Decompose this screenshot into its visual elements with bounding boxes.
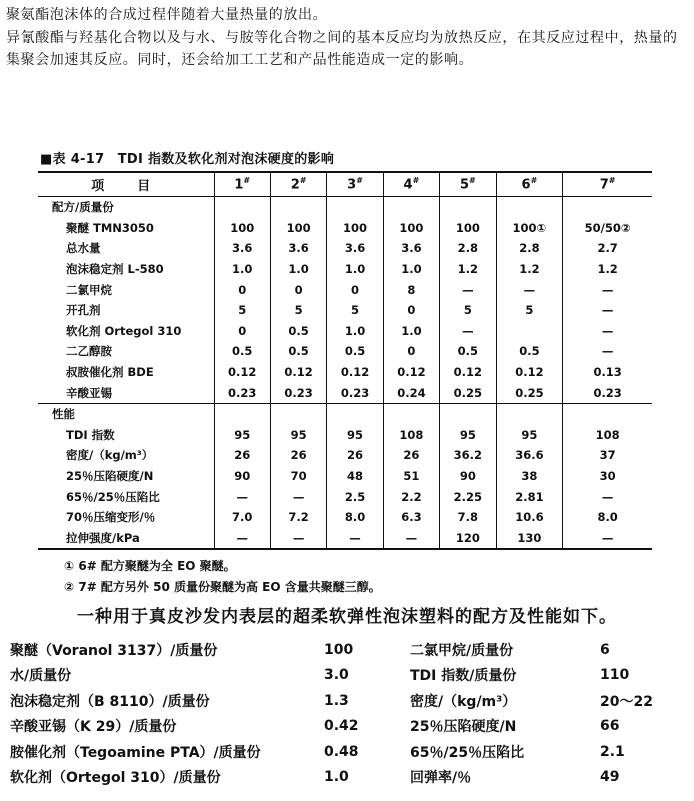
table-cell: 0.23 <box>214 382 270 403</box>
row-label: 25％压陷硬度/N <box>66 469 154 484</box>
table-cell: 95 <box>214 425 270 446</box>
table-cell: 0.23 <box>327 382 383 403</box>
table-cell: 26 <box>383 445 439 466</box>
table-row <box>38 425 652 446</box>
table-cell: 0.5 <box>270 321 326 342</box>
formula-item: 泡沫稳定剂（B 8110）/质量份 <box>10 693 210 710</box>
table-cell: 0.12 <box>383 362 439 383</box>
col-header: 1# <box>214 172 270 197</box>
formula-row <box>10 714 690 740</box>
formula-value: 0.48 <box>324 743 359 760</box>
property-item: 65％/25％压陷比 <box>410 744 525 761</box>
table-title: ■表 4-17 TDI 指数及软化剂对泡沫硬度的影响 <box>40 152 335 167</box>
table-row <box>38 507 652 528</box>
table-cell: 5 <box>270 300 326 321</box>
property-value: 49 <box>600 769 620 786</box>
property-value: 110 <box>600 667 630 684</box>
table-row <box>38 259 652 280</box>
table-cell: — <box>563 279 652 300</box>
table-cell: 5 <box>327 300 383 321</box>
formula-value: 0.42 <box>324 718 359 735</box>
table-cell: — <box>563 300 652 321</box>
table-cell: 26 <box>270 445 326 466</box>
header-label: 项 目 <box>38 172 214 197</box>
table-header-row <box>38 172 652 197</box>
table-cell: 7.0 <box>214 507 270 528</box>
table-cell: 0 <box>327 279 383 300</box>
row-label: 拉伸强度/kPa <box>38 528 214 550</box>
note-2: ② 7# 配方另外 50 质量份聚醚为高 EO 含量共聚醚三醇。 <box>64 580 381 594</box>
col-header: 6# <box>496 172 563 197</box>
formula-row <box>10 637 690 663</box>
section-cell <box>270 197 326 218</box>
row-label: 泡沫稳定剂 L-580 <box>66 262 164 277</box>
table-cell: — <box>496 279 563 300</box>
row-label: TDI 指数 <box>66 427 115 442</box>
table-cell: 95 <box>270 425 326 446</box>
table-cell: 1.2 <box>496 259 563 280</box>
table-row <box>38 528 652 550</box>
table-cell: 1.2 <box>440 259 496 280</box>
table-row <box>38 300 652 321</box>
table-cell: 5 <box>496 300 563 321</box>
table-cell: 0 <box>214 321 270 342</box>
section-label: 性能 <box>38 403 214 424</box>
table-cell: 0.25 <box>440 382 496 403</box>
table-cell: 36.2 <box>440 445 496 466</box>
table-cell: — <box>563 528 652 550</box>
section-cell <box>327 197 383 218</box>
row-label: 辛酸亚锡 <box>66 385 112 400</box>
table-cell: 2.2 <box>383 486 439 507</box>
section-cell <box>563 197 652 218</box>
row-label: 软化剂 Ortegol 310 <box>66 323 182 338</box>
formula-row <box>10 688 690 714</box>
row-label: 二氯甲烷 <box>66 282 112 297</box>
table-cell: 50/50② <box>563 218 652 239</box>
property-item: 回弹率/％ <box>410 770 472 787</box>
table-cell: 120 <box>440 528 496 550</box>
table-cell: 2.8 <box>440 238 496 259</box>
table-cell: 90 <box>440 466 496 487</box>
table-cell: 5 <box>440 300 496 321</box>
table-row <box>38 279 652 300</box>
formula-row <box>10 663 690 689</box>
formula-value: 100 <box>324 641 354 658</box>
row-label: 叔胺催化剂 BDE <box>66 365 154 380</box>
table-cell: 36.6 <box>496 445 563 466</box>
table-cell: 48 <box>327 466 383 487</box>
section-cell <box>270 403 326 424</box>
section-heading: 一种用于真皮沙发内表层的超柔软弹性泡沫塑料的配方及性能如下。 <box>77 607 617 627</box>
formula-item: 胺催化剂（Tegoamine PTA）/质量份 <box>10 744 261 761</box>
table-row <box>38 445 652 466</box>
property-value: 6 <box>600 641 610 658</box>
table-cell: 37 <box>563 445 652 466</box>
table-row <box>38 321 652 342</box>
table-cell: 0.5 <box>270 341 326 362</box>
section-cell <box>383 197 439 218</box>
table-cell: 3.6 <box>270 238 326 259</box>
formula-row <box>10 765 690 791</box>
formula-row <box>10 739 690 765</box>
table-cell: 100① <box>496 218 563 239</box>
table-cell: 38 <box>496 466 563 487</box>
table-cell: 0.12 <box>214 362 270 383</box>
table-cell: 6.3 <box>383 507 439 528</box>
table-cell: 0.23 <box>563 382 652 403</box>
table-cell: 1.0 <box>270 259 326 280</box>
table-cell: 95 <box>327 425 383 446</box>
table-cell: — <box>440 321 496 342</box>
property-item: 25％压陷硬度/N <box>410 719 517 736</box>
property-item: 二氯甲烷/质量份 <box>410 642 514 659</box>
formula-value: 3.0 <box>324 667 349 684</box>
section-cell <box>214 197 270 218</box>
table-cell: 30 <box>563 466 652 487</box>
table-row <box>38 486 652 507</box>
col-header: 2# <box>270 172 326 197</box>
table-cell: 10.6 <box>496 507 563 528</box>
table-cell: 5 <box>214 300 270 321</box>
row-label: 总水量 <box>66 241 101 256</box>
tdi-softener-table <box>38 171 652 550</box>
table-notes <box>64 556 381 598</box>
table-cell: 100 <box>214 218 270 239</box>
table-cell: — <box>270 528 326 550</box>
table-cell: — <box>214 486 270 507</box>
table-cell: — <box>563 321 652 342</box>
section-cell <box>214 403 270 424</box>
table-cell: — <box>214 528 270 550</box>
section-cell <box>496 403 563 424</box>
formula-value: 1.3 <box>324 692 349 709</box>
col-header: 5# <box>440 172 496 197</box>
formula-value: 1.0 <box>324 769 349 786</box>
intro-text <box>6 4 690 72</box>
table-cell: 2.8 <box>496 238 563 259</box>
table-cell: — <box>270 486 326 507</box>
section-label: 配方/质量份 <box>52 200 114 215</box>
table-cell: — <box>563 486 652 507</box>
table-cell: 26 <box>327 445 383 466</box>
table-cell: 7.8 <box>440 507 496 528</box>
row-label: 开孔剂 <box>66 303 101 318</box>
section-row <box>38 403 652 424</box>
property-value: 2.1 <box>600 743 625 760</box>
table-cell: 7.2 <box>270 507 326 528</box>
table-row <box>38 341 652 362</box>
table-cell: 100 <box>383 218 439 239</box>
table-cell: 0.5 <box>496 341 563 362</box>
table-cell: 0.12 <box>270 362 326 383</box>
formula-item: 辛酸亚锡（K 29）/质量份 <box>10 719 177 736</box>
table-cell: 100 <box>440 218 496 239</box>
table-cell: 3.6 <box>383 238 439 259</box>
table-cell: 2.81 <box>496 486 563 507</box>
table-row <box>38 362 652 383</box>
table-cell: 1.0 <box>327 321 383 342</box>
table-cell: 0.23 <box>270 382 326 403</box>
table-cell: 1.0 <box>383 321 439 342</box>
table-cell: 3.6 <box>327 238 383 259</box>
table-cell: 0.12 <box>440 362 496 383</box>
section-cell <box>563 403 652 424</box>
formula-item: 软化剂（Ortegol 310）/质量份 <box>10 770 221 787</box>
property-value: 20～22 <box>600 693 653 710</box>
table-cell: 2.7 <box>563 238 652 259</box>
section-cell <box>327 403 383 424</box>
table-cell: — <box>383 528 439 550</box>
section-cell <box>440 197 496 218</box>
table-row <box>38 218 652 239</box>
table-cell: 2.25 <box>440 486 496 507</box>
row-label: 二乙醇胺 <box>66 344 112 359</box>
col-header: 7# <box>563 172 652 197</box>
row-label: 65％/25％压陷比 <box>66 489 160 504</box>
table-cell: — <box>440 279 496 300</box>
formula-item: 水/质量份 <box>10 668 72 685</box>
table-cell: 1.2 <box>563 259 652 280</box>
table-cell: 0.12 <box>496 362 563 383</box>
table-row <box>38 466 652 487</box>
table-cell: — <box>327 528 383 550</box>
row-label: 聚醚 TMN3050 <box>66 220 154 235</box>
table-row <box>38 238 652 259</box>
table-cell: 26 <box>214 445 270 466</box>
table-cell: 108 <box>563 425 652 446</box>
table-cell: 0 <box>383 341 439 362</box>
table-cell: 0 <box>270 279 326 300</box>
row-label: 密度/（kg/m³） <box>66 448 154 463</box>
table-cell <box>496 321 563 342</box>
table-cell: 95 <box>440 425 496 446</box>
table-cell: 2.5 <box>327 486 383 507</box>
table-cell: 95 <box>496 425 563 446</box>
section-cell <box>383 403 439 424</box>
table-cell: 8.0 <box>563 507 652 528</box>
table-cell: 0.5 <box>327 341 383 362</box>
table-cell: 8 <box>383 279 439 300</box>
table-cell: 0.12 <box>327 362 383 383</box>
table-cell: 90 <box>214 466 270 487</box>
table-cell: — <box>563 341 652 362</box>
table-cell: 0.24 <box>383 382 439 403</box>
table-cell: 100 <box>327 218 383 239</box>
row-label: 70％压缩变形/％ <box>66 510 156 525</box>
formula-item: 聚醚（Voranol 3137）/质量份 <box>10 642 218 659</box>
table-cell: 0.5 <box>214 341 270 362</box>
table-cell: 130 <box>496 528 563 550</box>
table-cell: 108 <box>383 425 439 446</box>
table-cell: 70 <box>270 466 326 487</box>
col-header: 4# <box>383 172 439 197</box>
property-item: 密度/（kg/m³） <box>410 693 517 710</box>
table-cell: 0 <box>214 279 270 300</box>
table-cell: 3.6 <box>214 238 270 259</box>
section-cell <box>496 197 563 218</box>
table-cell: 1.0 <box>383 259 439 280</box>
table-cell: 0.13 <box>563 362 652 383</box>
formula-properties-table <box>10 637 690 790</box>
section-cell <box>440 403 496 424</box>
table-cell: 0 <box>383 300 439 321</box>
table-row <box>38 382 652 403</box>
property-value: 66 <box>600 718 620 735</box>
table-cell: 51 <box>383 466 439 487</box>
table-cell: 1.0 <box>327 259 383 280</box>
property-item: TDI 指数/质量份 <box>410 668 517 685</box>
table-cell: 0.5 <box>440 341 496 362</box>
col-header: 3# <box>327 172 383 197</box>
section-row <box>38 197 652 218</box>
intro-line-1: 聚氨酯泡沫体的合成过程伴随着大量热量的放出。 <box>6 7 328 23</box>
intro-line-2: 异氰酸酯与羟基化合物以及与水、与胺等化合物之间的基本反应均为放热反应，在其反应过程中，热量的集聚会加速其反应。同时，还会给加工工艺和产品性能造成一定的影响。 <box>6 29 678 68</box>
table-cell: 8.0 <box>327 507 383 528</box>
table-cell: 1.0 <box>214 259 270 280</box>
table-cell: 100 <box>270 218 326 239</box>
note-1: ① 6# 配方聚醚为全 EO 聚醚。 <box>64 559 236 573</box>
table-cell: 0.25 <box>496 382 563 403</box>
